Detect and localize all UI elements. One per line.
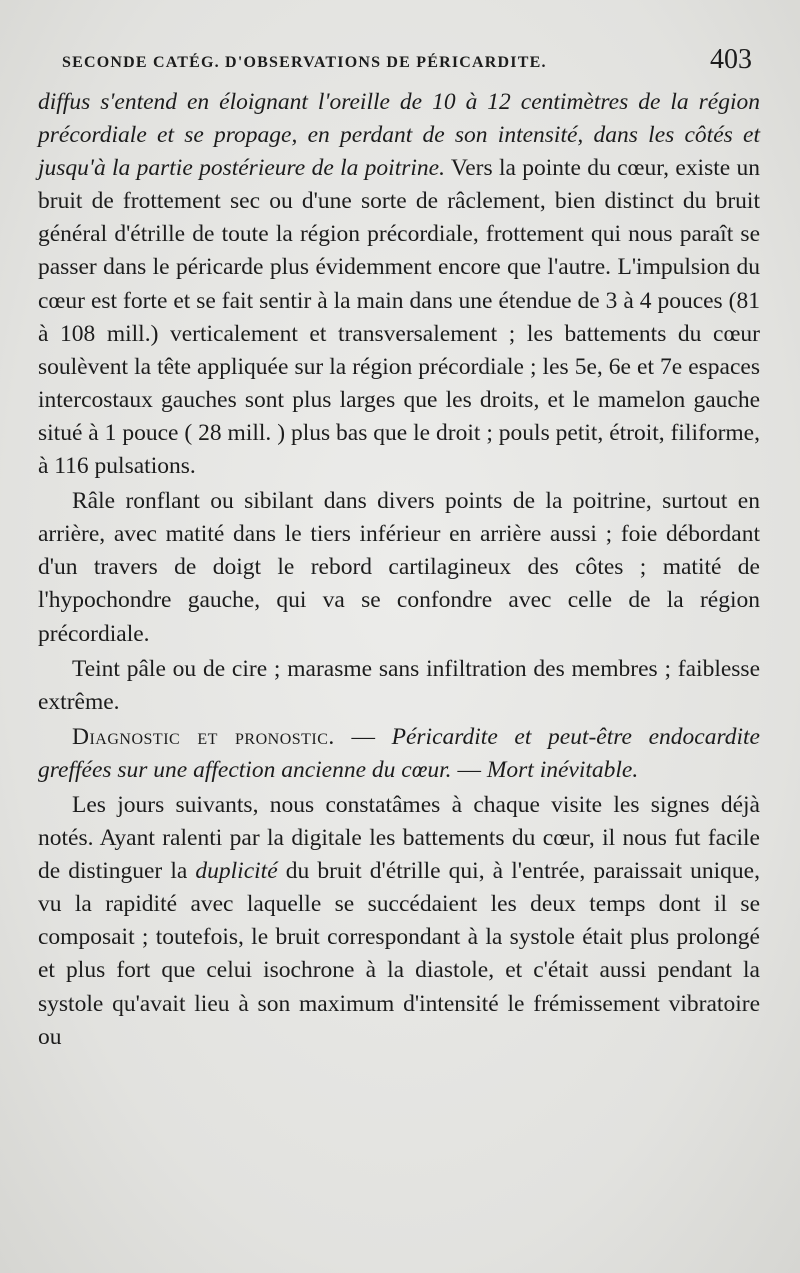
page-number: 403 <box>710 44 752 75</box>
paragraph-text: duplicité <box>195 858 278 885</box>
paragraph-3 <box>38 653 760 719</box>
paragraph-2 <box>38 485 760 650</box>
paragraph-text: du bruit d'étrille qui, à l'entrée, paraissait unique, vu la rapidité avec laquelle se succédaient les deux temps dont il se composait ; toutefois, le bruit correspondant à la systole était plus prolongé et plus fort que celui isochrone à la diastole, et c'était aussi pendant la systole qu'avait lieu à son maximum d'intensité le frémissement vibratoire ou <box>38 858 760 1050</box>
paragraph-text: Mort inévitable. <box>486 756 639 783</box>
paragraph-text: Râle ronflant ou sibilant dans divers points de la poitrine, surtout en arrière, avec matité dans le tiers inférieur en arrière aussi ; foie débordant d'un travers de doigt le rebord cartilagineux des côtes ; matité de l'hypochondre gauche, qui va se confondre avec celle de la région précordiale. <box>38 488 760 647</box>
paragraph-text: — <box>334 723 392 750</box>
running-head: SECONDE CATÉG. D'OBSERVATIONS DE PÉRICARDITE. <box>62 54 547 71</box>
paragraph-text: Les jours suivants, nous constatâmes à chaque visite les signes déjà notés. Ayant ralenti par la digitale les battements du cœur, il nous fut facile de distinguer la <box>38 791 760 885</box>
paragraph-text: Vers la pointe du cœur, existe un bruit de frottement sec ou d'une sorte de râclement, bien distinct du bruit général d'étrille de toute la région précordiale, frottement qui nous paraît se passer dans le péricarde plus évidemment encore que l'autre. L'impulsion du cœur est forte et se fait sentir à la main dans une étendue de 3 à 4 pouces (81 à 108 mill.) verticalement et transversalement ; les battements du cœur soulèvent la tête appliquée sur la région précordiale ; les 5e, 6e et 7e espaces intercostaux gauches sont plus larges que les droits, et le mamelon gauche situé à 1 pouce ( 28 mill. ) plus bas que le droit ; pouls petit, étroit, filiforme, à 116 pulsations. <box>38 155 760 480</box>
paragraph-5 <box>38 789 760 1054</box>
paragraph-1 <box>38 86 760 483</box>
section-heading: Diagnostic et pronostic. <box>72 723 335 750</box>
paragraph-text: diffus s'entend en éloignant l'oreille de 10 à 12 centimètres de la région précordiale et se propage, en perdant de son intensité, dans les côtés et jusqu'à la partie postérieure de la poitrine. <box>38 89 760 182</box>
paragraph-text: Péricardite et peut-être endocardite greffées sur une affection ancienne du cœur. <box>38 723 760 783</box>
paragraph-text: — <box>451 756 487 783</box>
paragraph-4 <box>38 721 760 787</box>
paragraph-text: Teint pâle ou de cire ; marasme sans infiltration des membres ; faiblesse extrême. <box>38 655 760 715</box>
page-body <box>38 86 760 1054</box>
page-header <box>62 44 752 80</box>
